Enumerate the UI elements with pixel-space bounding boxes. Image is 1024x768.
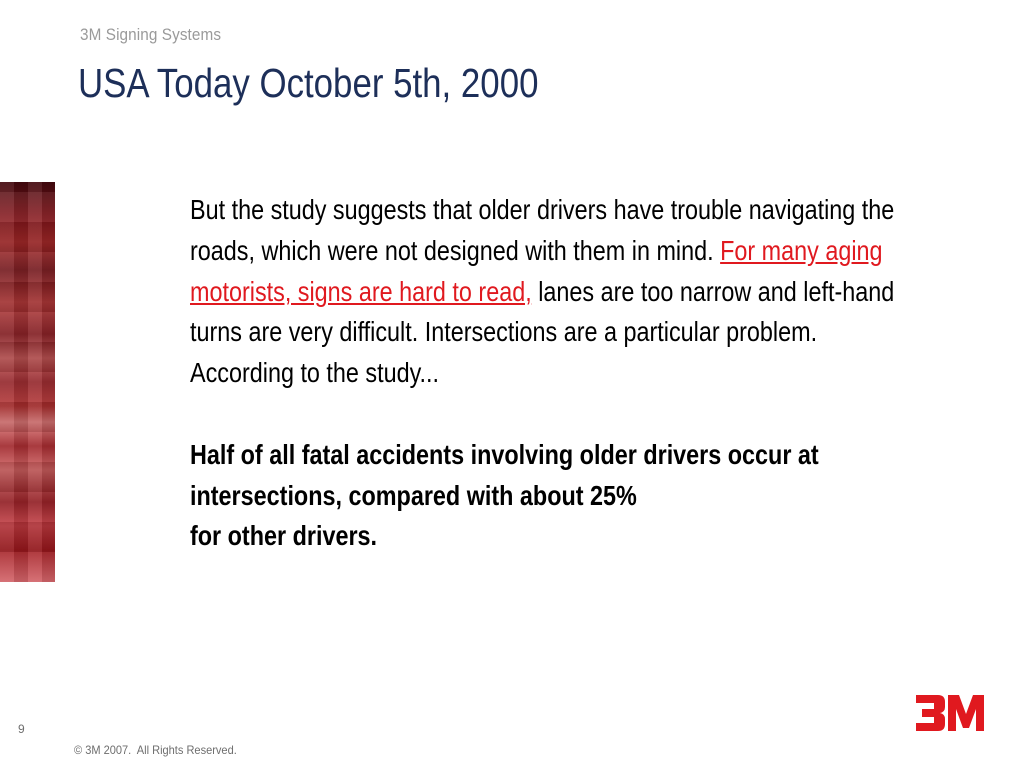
continuation-text: lanes are too narrow and left-hand turns are very difficult. Intersections are a particular problem. According to the study... (190, 275, 895, 389)
slide-body (190, 190, 921, 557)
emphasis-line-2: for other drivers. (190, 520, 378, 552)
emphasis-paragraph (190, 435, 921, 557)
emphasis-line-1: Half of all fatal accidents involving older drivers occur at intersections, compared with about 25% (190, 438, 819, 511)
slide-title: USA Today October 5th, 2000 (78, 60, 539, 106)
body-paragraph (190, 190, 921, 394)
copyright-notice: © 3M 2007. All Rights Reserved. (74, 743, 237, 757)
highlighted-text: For many aging motorists, signs are hard to read, (190, 234, 883, 307)
3m-logo-icon (912, 692, 988, 734)
page-number: 9 (18, 722, 25, 736)
intro-text: But the study suggests that older drivers have trouble navigating the roads, which were not designed with them in mind. (190, 194, 895, 266)
decorative-image-strip (0, 182, 55, 582)
brand-label: 3M Signing Systems (80, 25, 222, 44)
